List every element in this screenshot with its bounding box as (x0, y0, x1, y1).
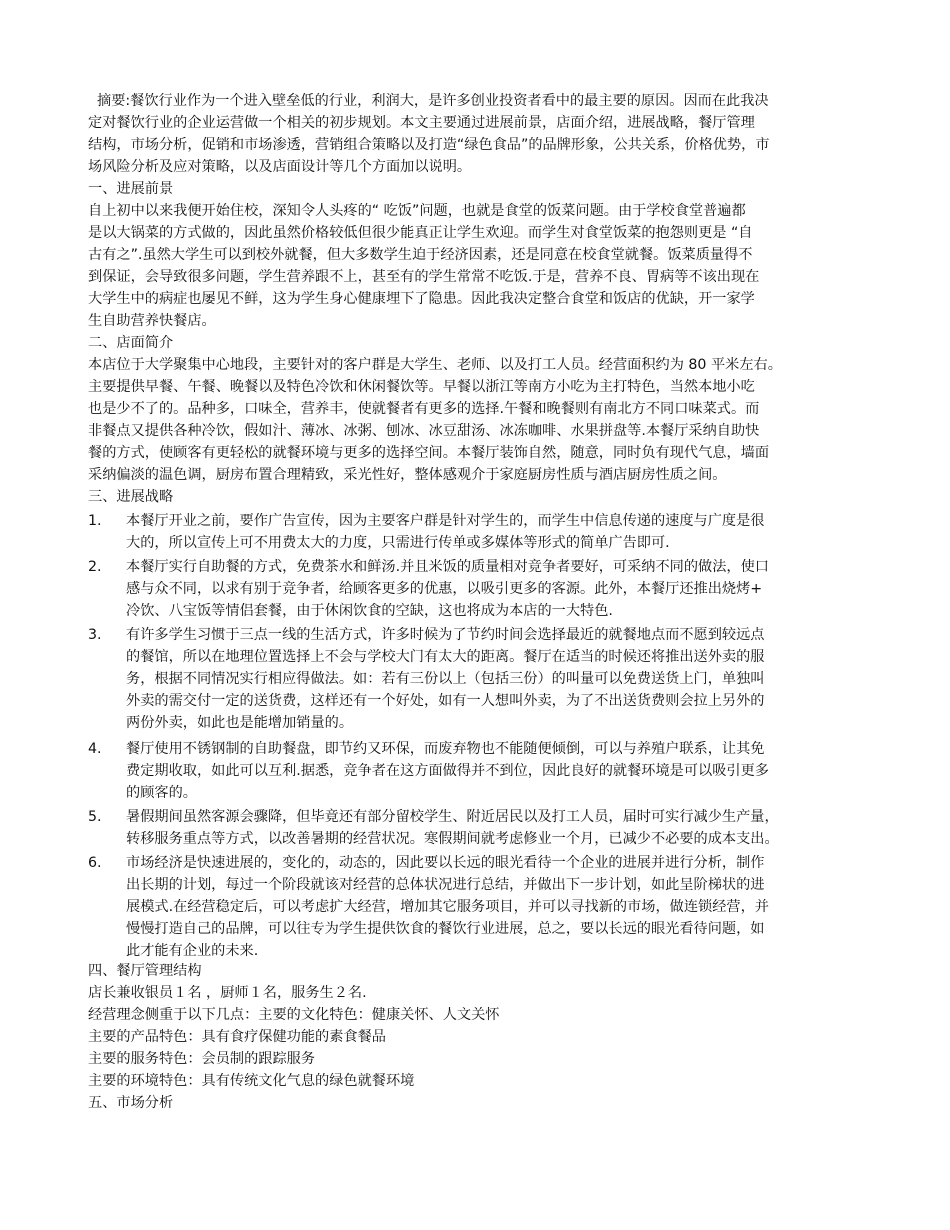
list-item-line: 务，根据不同情况实行相应得做法。如：若有三份以上（包括三份）的叫量可以免费送货上门，单独叫 (126, 671, 765, 687)
paragraph-line: 自上初中以来我便开始住校，深知令人头疼的“ 吃饭”问题，也就是食堂的饭菜问题。由于学校食堂普遍都 (88, 203, 746, 219)
section-heading-4: 四、餐厅管理结构 (88, 963, 202, 979)
list-item-line: 外卖的需交付一定的送货费，这样还有一个好处，如有一人想叫外卖，为了不出送货费则会拉上另外的 (126, 693, 765, 709)
list-number: 5. (88, 809, 102, 825)
paragraph-line: 非餐点又提供各种冷饮，假如汁、薄冰、冰粥、刨冰、冰豆甜汤、冰冻咖啡、水果拼盘等.本餐厅采纳自助快 (88, 423, 760, 439)
list-item-line: 本餐厅开业之前，要作广告宣传，因为主要客户群是针对学生的，而学生中信息传递的速度与广度是很 (126, 513, 765, 529)
paragraph-line: 餐的方式，使顾客有更轻松的就餐环境与更多的选择空间。本餐厅装饰自然，随意，同时负有现代气息，墙面 (88, 445, 770, 461)
paragraph-line: 生自助营养快餐店。 (88, 313, 216, 329)
paragraph-line: 也是少不了的。品种多，口味全，营养丰，使就餐者有更多的选择.午餐和晚餐则有南北方不同口味菜式。而 (88, 401, 760, 417)
paragraph-line: 到保证，会导致很多问题，学生营养跟不上，甚至有的学生常常不吃饭.于是，营养不良、胃病等不该出现在 (88, 269, 760, 285)
paragraph-line: 本店位于大学聚集中心地段，主要针对的客户群是大学生、老师、以及打工人员。经营面积约为 80 平米左右。 (88, 357, 782, 373)
section1-paragraph (88, 200, 868, 332)
list-item-line: 冷饮、八宝饭等情侣套餐，由于休闲饮食的空缺，这也将成为本店的一大特色. (126, 603, 613, 619)
abstract-line: 结构，市场分析，促销和市场渗透，营销组合策略以及打造“绿色食品”的品牌形象，公共关系，价格优势，市 (88, 137, 770, 153)
paragraph-line: 主要提供早餐、午餐、晚餐以及特色冷饮和休闲餐饮等。早餐以浙江等南方小吃为主打特色，当然本地小吃 (88, 379, 755, 395)
list-item-line: 暑假期间虽然客源会骤降，但毕竟还有部分留校学生、附近居民以及打工人员，届时可实行减少生产量， (126, 809, 779, 825)
abstract-paragraph (88, 90, 868, 178)
list-item-line: 转移服务重点等方式，以改善暑期的经营状况。寒假期间就考虑修业一个月，已减少不必要的成本支出。 (126, 831, 779, 847)
list-item-line: 出长期的计划，每过一个阶段就该对经营的总体状况进行总结，并做出下一步计划，如此呈阶梯状的进 (126, 877, 765, 893)
section4-paragraph (88, 982, 868, 1092)
list-item-line: 的顾客的。 (126, 785, 197, 801)
list-item-line: 费定期收取，如此可以互利.据悉，竞争者在这方面做得并不到位，因此良好的就餐环境是可以吸引更多 (126, 763, 769, 779)
list-number: 1. (88, 513, 102, 529)
abstract-line: 场风险分析及应对策略，以及店面设计等几个方面加以说明。 (88, 159, 472, 175)
section-heading-2: 二、店面简介 (88, 335, 174, 351)
list-item-line: 此才能有企业的未来. (126, 943, 259, 959)
list-item-line: 展模式.在经营稳定后，可以考虑扩大经营，增加其它服务项目，并可以寻找新的市场，做连锁经营，并 (126, 899, 769, 915)
paragraph-line: 古有之”.虽然大学生可以到校外就餐，但大多数学生迫于经济因素，还是同意在校食堂就餐。饭菜质量得不 (88, 247, 753, 263)
list-number: 2. (88, 559, 102, 575)
section2-paragraph (88, 354, 868, 486)
list-item-line: 餐厅使用不锈钢制的自助餐盘，即节约又环保，而废弃物也不能随便倾倒，可以与养殖户联系，让其免 (126, 741, 765, 757)
paragraph-line: 店长兼收银员１名 ，厨师１名，服务生２名. (88, 985, 367, 1001)
list-item-line: 的餐馆，所以在地理位置选择上不会与学校大门有太大的距离。餐厅在适当的时候还将推出送外卖的服 (126, 649, 765, 665)
list-number: 4. (88, 741, 102, 757)
abstract-line: 摘要:餐饮行业作为一个进入壁垒低的行业，利润大，是许多创业投资者看中的最主要的原因。因而在此我决 (88, 93, 769, 109)
paragraph-line: 经营理念侧重于以下几点：主要的文化特色：健康关怀、人文关怀 (88, 1007, 500, 1023)
list-number: 3. (88, 627, 102, 643)
list-item-line: 感与众不同，以求有别于竞争者，给顾客更多的优惠，以吸引更多的客源。此外，本餐厅还推出烧烤+ (126, 581, 763, 597)
list-item-line: 大的，所以宣传上可不用费太大的力度，只需进行传单或多媒体等形式的简单广告即可. (126, 535, 670, 551)
paragraph-line: 主要的产品特色：具有食疗保健功能的素食餐品 (88, 1029, 386, 1045)
list-item-line: 有许多学生习惯于三点一线的生活方式，许多时候为了节约时间会选择最近的就餐地点而不愿到较远点 (126, 627, 765, 643)
list-item-line: 市场经济是快速进展的，变化的，动态的，因此要以长远的眼光看待一个企业的进展并进行分析，制作 (126, 855, 765, 871)
section-heading-5: 五、市场分析 (88, 1095, 174, 1111)
paragraph-line: 大学生中的病症也屡见不鲜，这为学生身心健康埋下了隐患。因此我决定整合食堂和饭店的优缺，开一家学 (88, 291, 755, 307)
list-item-line: 本餐厅实行自助餐的方式，免费茶水和鲜汤.并且米饭的质量相对竞争者要好，可采纳不同的做法，使口 (126, 559, 769, 575)
paragraph-line: 采纳偏淡的温色调，厨房布置合理精致，采光性好，整体感观介于家庭厨房性质与酒店厨房性质之间。 (88, 467, 727, 483)
section-heading-1: 一、进展前景 (88, 181, 174, 197)
paragraph-line: 是以大锅菜的方式做的，因此虽然价格较低但很少能真正让学生欢迎。而学生对食堂饭菜的抱怨则更是 “自 (88, 225, 753, 241)
list-item-line: 慢慢打造自己的品牌，可以往专为学生提供饮食的餐饮行业进展，总之，要以长远的眼光看待问题，如 (126, 921, 765, 937)
paragraph-line: 主要的服务特色：会员制的跟踪服务 (88, 1051, 316, 1067)
list-number: 6. (88, 855, 102, 871)
list-item-line: 两份外卖，如此也是能增加销量的。 (126, 715, 354, 731)
paragraph-line: 主要的环境特色：具有传统文化气息的绿色就餐环境 (88, 1073, 415, 1089)
section-heading-3: 三、进展战略 (88, 489, 174, 505)
abstract-line: 定对餐饮行业的企业运营做一个相关的初步规划。本文主要通过进展前景，店面介绍，进展战略，餐厅管理 (88, 115, 755, 131)
